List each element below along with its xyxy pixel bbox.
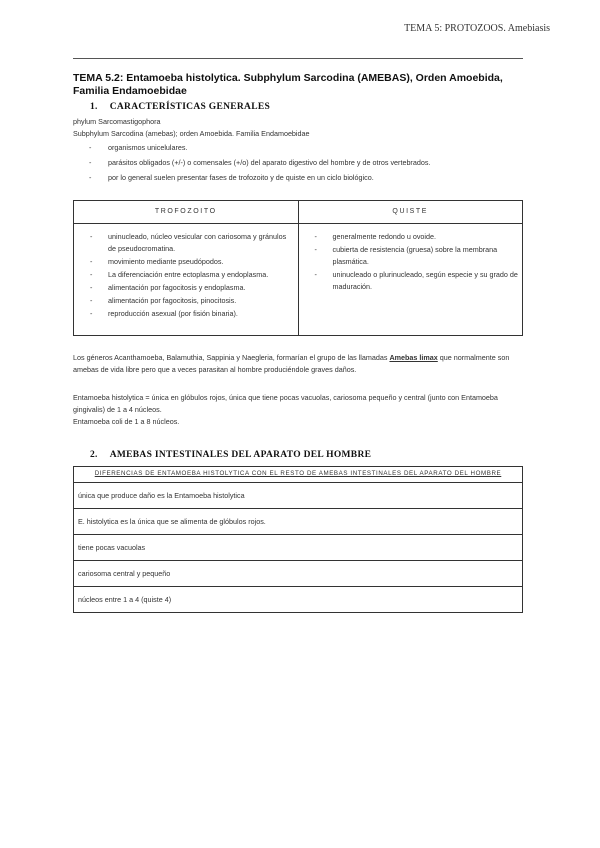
- table-row: única que produce daño es la Entamoeba histolytica: [74, 483, 523, 509]
- list-item: - por lo general suelen presentar fases de trofozoito y de quiste en un ciclo biológico.: [89, 172, 523, 184]
- list-item: - cubierta de resistencia (gruesa) sobre la membrana plasmática.: [315, 244, 519, 268]
- list-item: - uninucleado, núcleo vesicular con cariosoma y gránulos de pseudocromatina.: [90, 231, 294, 255]
- header-divider: [73, 58, 523, 59]
- amebas-limax-paragraph: [73, 352, 523, 376]
- section-1-body: [73, 116, 523, 184]
- table-header-trofozoito: TROFOZOITO: [74, 201, 299, 224]
- paragraph-text: que normalmente son amebas de vida libre pero que a veces parasitan al hombre produciéndole graves daños.: [73, 353, 510, 374]
- list-item: - uninucleado o plurinucleado, según especie y su grado de maduración.: [315, 269, 519, 293]
- amebas-limax-term: Amebas limax: [389, 353, 438, 362]
- classification-line: Subphylum Sarcodina (amebas); orden Amoebida. Familia Endamoebidae: [73, 129, 310, 138]
- list-item: - alimentación por fagocitosis, pinocitosis.: [90, 295, 294, 307]
- trofozoito-quiste-table: [73, 200, 523, 336]
- paragraph-text: Los géneros Acanthamoeba, Balamuthia, Sappinia y Naegleria, formarían el grupo de las llamadas: [73, 353, 388, 362]
- trofozoito-list: [90, 231, 294, 320]
- quiste-list: [315, 231, 519, 293]
- table-header-quiste: QUISTE: [298, 201, 523, 224]
- page-content: [73, 72, 523, 613]
- classification-line: phylum Sarcomastigophora: [73, 117, 161, 126]
- list-item: - organismos unicelulares.: [89, 142, 523, 154]
- section-2-title: AMEBAS INTESTINALES DEL APARATO DEL HOMBRE: [109, 450, 372, 460]
- running-header: TEMA 5: PROTOZOOS. Amebiasis: [404, 23, 550, 34]
- characteristics-list: [89, 142, 523, 184]
- section-1-title: CARACTERÍSTICAS GENERALES: [109, 102, 271, 112]
- section-1-heading: [90, 102, 523, 112]
- trofozoito-cell: [74, 224, 299, 336]
- table-row: núcleos entre 1 a 4 (quiste 4): [78, 594, 172, 604]
- section-2-number: 2.: [90, 450, 98, 460]
- page-title: TEMA 5.2: Entamoeba histolytica. Subphylum Sarcodina (AMEBAS), Orden Amoebida, Familia Endamoebidae: [73, 72, 503, 97]
- list-item: - movimiento mediante pseudópodos.: [90, 256, 294, 268]
- table-row: cariosoma central y pequeño: [74, 561, 523, 587]
- list-item: - reproducción asexual (por fisión binaria).: [90, 308, 294, 320]
- list-item: - parásitos obligados (+/-) o comensales (+/o) del aparato digestivo del hombre y de otros vertebrados.: [89, 157, 523, 169]
- list-item: - alimentación por fagocitosis y endoplasma.: [90, 282, 294, 294]
- list-item: - generalmente redondo u ovoide.: [315, 231, 519, 243]
- section-1-number: 1.: [90, 102, 98, 112]
- table-row: E. histolytica es la única que se alimenta de glóbulos rojos.: [74, 509, 523, 535]
- list-item: - La diferenciación entre ectoplasma y endoplasma.: [90, 269, 294, 281]
- differences-table-header: DIFERENCIAS DE ENTAMOEBA HISTOLYTICA CON EL RESTO DE AMEBAS INTESTINALES DEL APARATO DEL HOMBRE: [74, 467, 523, 483]
- coli-line: Entamoeba coli de 1 a 8 núcleos.: [73, 417, 180, 426]
- quiste-cell: [298, 224, 523, 336]
- differences-table: [73, 466, 523, 613]
- section-2-heading: [90, 450, 523, 460]
- table-row: tiene pocas vacuolas: [74, 535, 523, 561]
- histolytica-paragraph: Entamoeba histolytica = única en glóbulos rojos, única que tiene pocas vacuolas, cariosoma pequeño y central (junto con Entamoeba gingivalis) de 1 a 4 núcleos.: [73, 393, 498, 414]
